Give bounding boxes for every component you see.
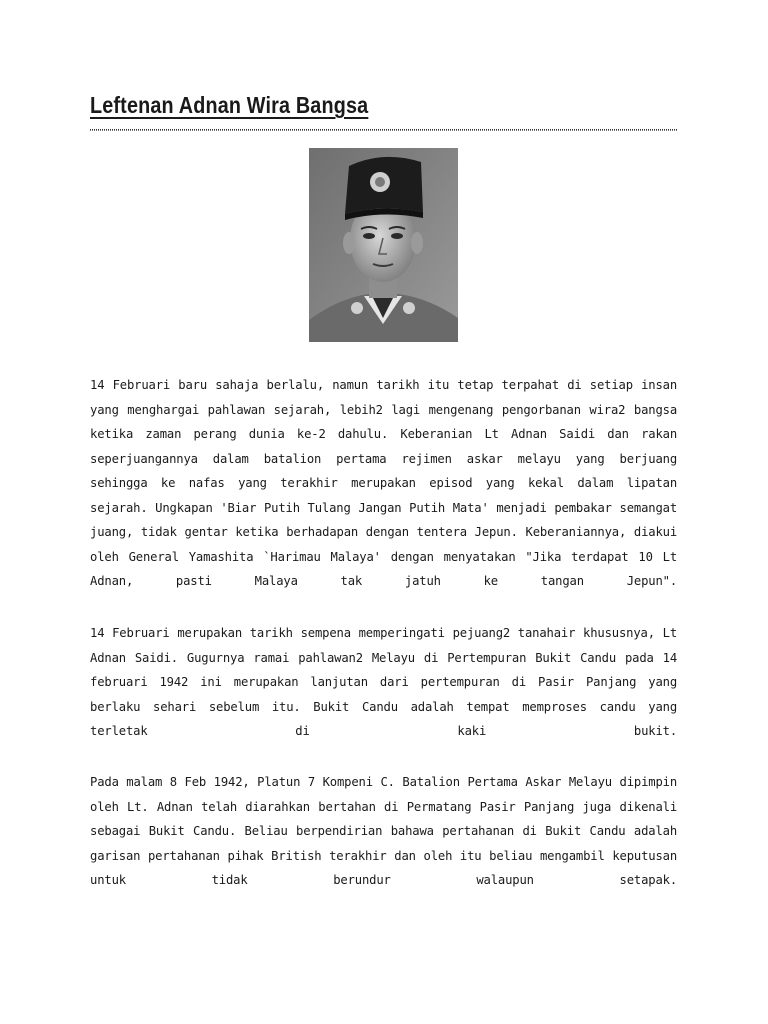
article-title: Leftenan Adnan Wira Bangsa <box>90 92 369 118</box>
person-portrait-icon <box>309 148 458 342</box>
paragraph-2: 14 Februari merupakan tarikh sempena memperingati pejuang2 tanahair khususnya, Lt Adnan Saidi. Gugurnya ramai pahlawan2 Melayu di Pertempuran Bukit Candu pada 14 februari 1942 ini merupakan lanjutan dari pertempuran di Pasir Panjang yang berlaku sehari sebelum itu. Bukit Candu adalah tempat memproses candu yang terletak di kaki bukit. <box>90 626 677 738</box>
paragraph-3: Pada malam 8 Feb 1942, Platun 7 Kompeni C. Batalion Pertama Askar Melayu dipimpin oleh Lt. Adnan telah diarahkan bertahan di Permatang Pasir Panjang juga dikenali sebagai Bukit Candu. Beliau berpendirian bahawa pertahanan di Bukit Candu adalah garisan pertahanan pihak British terakhir dan oleh itu beliau mengambil keputusan untuk tidak berundur walaupun setapak. <box>90 775 677 887</box>
portrait-photo <box>309 148 458 342</box>
paragraph-1: 14 Februari baru sahaja berlalu, namun tarikh itu tetap terpahat di setiap insan yang menghargai pahlawan sejarah, lebih2 lagi mengenang pengorbanan wira2 bangsa ketika zaman perang dunia ke-2 dahulu. Keberanian Lt Adnan Saidi dan rakan seperjuangannya dalam batalion pertama rejimen askar melayu yang berjuang sehingga ke nafas yang terakhir merupakan episod yang kekal dalam lipatan sejarah. Ungkapan 'Biar Putih Tulang Jangan Putih Mata' menjadi pembakar semangat juang, tidak gentar ketika berhadapan dengan tentera Jepun. Keberaniannya, diakui oleh General Yamashita `Harimau Malaya' dengan menyatakan "Jika terdapat 10 Lt Adnan, pasti Malaya tak jatuh ke tangan Jepun". <box>90 378 677 588</box>
title-divider <box>90 129 677 131</box>
